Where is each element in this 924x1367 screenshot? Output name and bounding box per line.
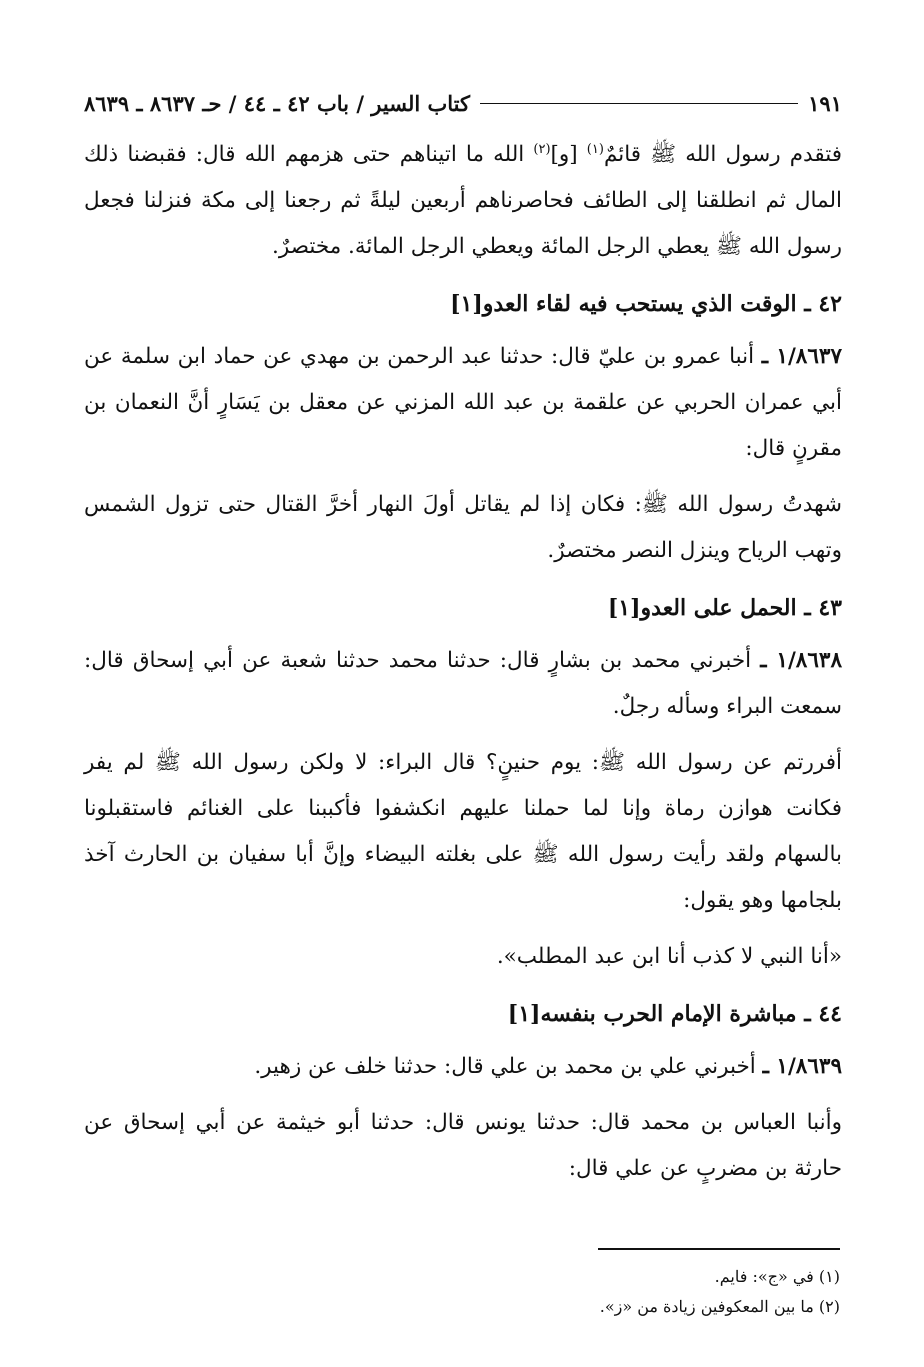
hadith-number: ١/٨٦٣٩ ـ [762, 1054, 842, 1079]
page-number: ١٩١ [808, 90, 842, 116]
hadith-isnad: أنبا عمرو بن عليّ قال: حدثنا عبد الرحمن بن مهدي عن حماد ابن سلمة عن أبي عمران الحربي عن علقمة بن عبد الله المزني عن معقل بن يَسَارٍ أنَّ النعمان بن مقرنٍ قال: [84, 344, 842, 461]
hadith-verse: «أنا النبي لا كذب أنا ابن عبد المطلب». [496, 944, 842, 969]
hadith-isnad-second: وأنبا العباس بن محمد قال: حدثنا يونس قال: حدثنا أبو خيثمة عن أبي إسحاق عن حارثة بن مضربٍ عن علي قال: [84, 1110, 842, 1181]
section-title-42: ٤٢ ـ الوقت الذي يستحب فيه لقاء العدو[١] [450, 291, 842, 317]
paragraph-lead: فتقدم رسول الله ﷺ قائمٌ [603, 142, 842, 167]
section-title-43: ٤٣ ـ الحمل على العدو[١] [607, 595, 842, 621]
hadith-matn-8638: أفررتم عن رسول الله ﷺ: يوم حنينٍ؟ قال البراء: لا ولكن رسول الله ﷺ لم يفر فكانت هوازن رماة وإنا لما حملنا عليهم انكشفوا فأكببنا على الغنائم فاستقبلونا بالسهام ولقد رأيت رسول الله ﷺ على بغلته البيضاء وإنَّ أبا سفيان بن الحارث آخذ بلجامها وهو يقول: [84, 750, 842, 913]
running-title: كتاب السير / باب ٤٢ ـ ٤٤ / حـ ٨٦٣٧ ـ ٨٦٣٩ [84, 90, 471, 116]
hadith-number: ١/٨٦٣٧ ـ [761, 344, 842, 369]
footnote-ref-2: (٢) [533, 141, 551, 157]
hadith-matn-8637: شهدتُ رسول الله ﷺ: فكان إذا لم يقاتل أولَ النهار أخرَّ القتال حتى تزول الشمس وتهب الرياح وينزل النصر مختصرٌ. [84, 492, 842, 563]
hadith-8638 [84, 638, 842, 730]
footnote-1: (١) في «ج»: فايم. [714, 1267, 840, 1286]
running-header [84, 88, 842, 118]
paragraph-continuation [84, 132, 842, 270]
footnotes [420, 1262, 840, 1322]
main-text [84, 132, 842, 1192]
hadith-number: ١/٨٦٣٨ ـ [760, 648, 842, 673]
hadith-isnad: أخبرني محمد بن بشارٍ قال: حدثنا محمد حدثنا شعبة عن أبي إسحاق قال: سمعت البراء وسأله رجلٌ. [84, 648, 842, 719]
hadith-8639 [84, 1044, 842, 1090]
footnote-ref-1: (١) [586, 141, 604, 157]
section-title-44: ٤٤ ـ مباشرة الإمام الحرب بنفسه[١] [507, 1001, 842, 1027]
header-rule [480, 103, 798, 104]
hadith-8637 [84, 334, 842, 472]
footnote-rule [598, 1248, 840, 1250]
footnote-2: (٢) ما بين المعكوفين زيادة من «ز». [599, 1297, 840, 1316]
paragraph-insert: [و] [550, 142, 587, 167]
hadith-isnad: أخبرني علي بن محمد بن علي قال: حدثنا خلف عن زهير. [254, 1054, 763, 1079]
paragraph-text: الله ما اتيناهم حتى هزمهم الله قال: فقبضنا ذلك المال ثم انطلقنا إلى الطائف فحاصرناهم أربعين ليلةً ثم رجعنا إلى مكة فنزلنا فجعل رسول الله ﷺ يعطي الرجل المائة ويعطي الرجل المائة. مختصرٌ. [84, 142, 842, 259]
